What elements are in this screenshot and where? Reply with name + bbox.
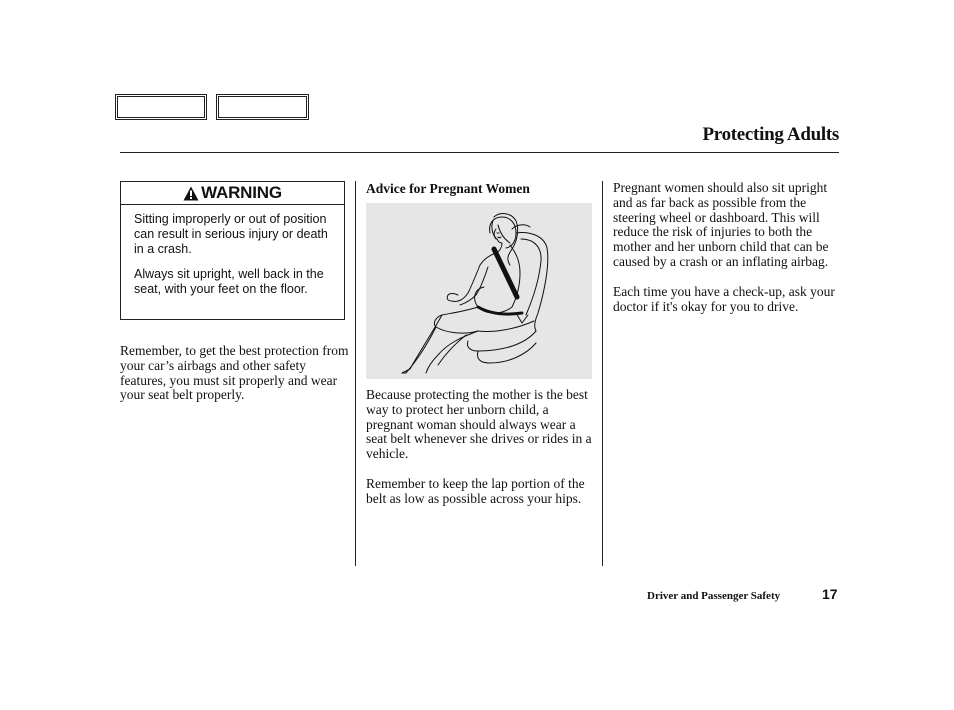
warning-paragraph-1: Sitting improperly or out of position can result in serious injury or death in a crash.	[134, 212, 328, 256]
section-heading: Advice for Pregnant Women	[366, 181, 530, 196]
nav-tab-button-1[interactable]	[115, 94, 207, 120]
warning-box	[120, 181, 345, 320]
column-3-paragraph-1: Pregnant women should also sit upright and as far back as possible from the steering wheel or dashboard. This will reduce the risk of injuries to both the mother and her unborn child that can be caused by a crash or an inflating airbag.	[613, 180, 829, 269]
column-2-paragraph-1: Because protecting the mother is the best way to protect her unborn child, a pregnant woman should always wear a seat belt whenever she drives or rides in a vehicle.	[366, 387, 592, 462]
footer-section-label: Driver and Passenger Safety	[647, 590, 781, 602]
column-1-paragraph-1: Remember, to get the best protection from your car’s airbags and other safety features, you must sit properly and wear your seat belt properly.	[120, 343, 349, 403]
warning-label: WARNING	[201, 183, 282, 202]
title-divider	[120, 152, 839, 153]
column-2-text	[366, 388, 598, 522]
pregnant-woman-seatbelt-illustration	[366, 203, 592, 379]
page-number: 17	[822, 586, 838, 602]
warning-text	[121, 205, 344, 297]
warning-triangle-icon	[183, 186, 199, 201]
column-2-paragraph-2: Remember to keep the lap portion of the belt as low as possible across your hips.	[366, 475, 585, 506]
column-divider-1	[355, 181, 356, 566]
nav-tab-button-2[interactable]	[216, 94, 309, 120]
warning-paragraph-2: Always sit upright, well back in the seat, with your feet on the floor.	[134, 267, 324, 296]
page-title: Protecting Adults	[702, 124, 839, 145]
column-divider-2	[602, 181, 603, 566]
column-1-text	[120, 344, 350, 418]
warning-header	[121, 182, 344, 205]
column-3-paragraph-2: Each time you have a check-up, ask your doctor if it's okay for you to drive.	[613, 283, 835, 314]
column-3-text	[613, 181, 841, 329]
